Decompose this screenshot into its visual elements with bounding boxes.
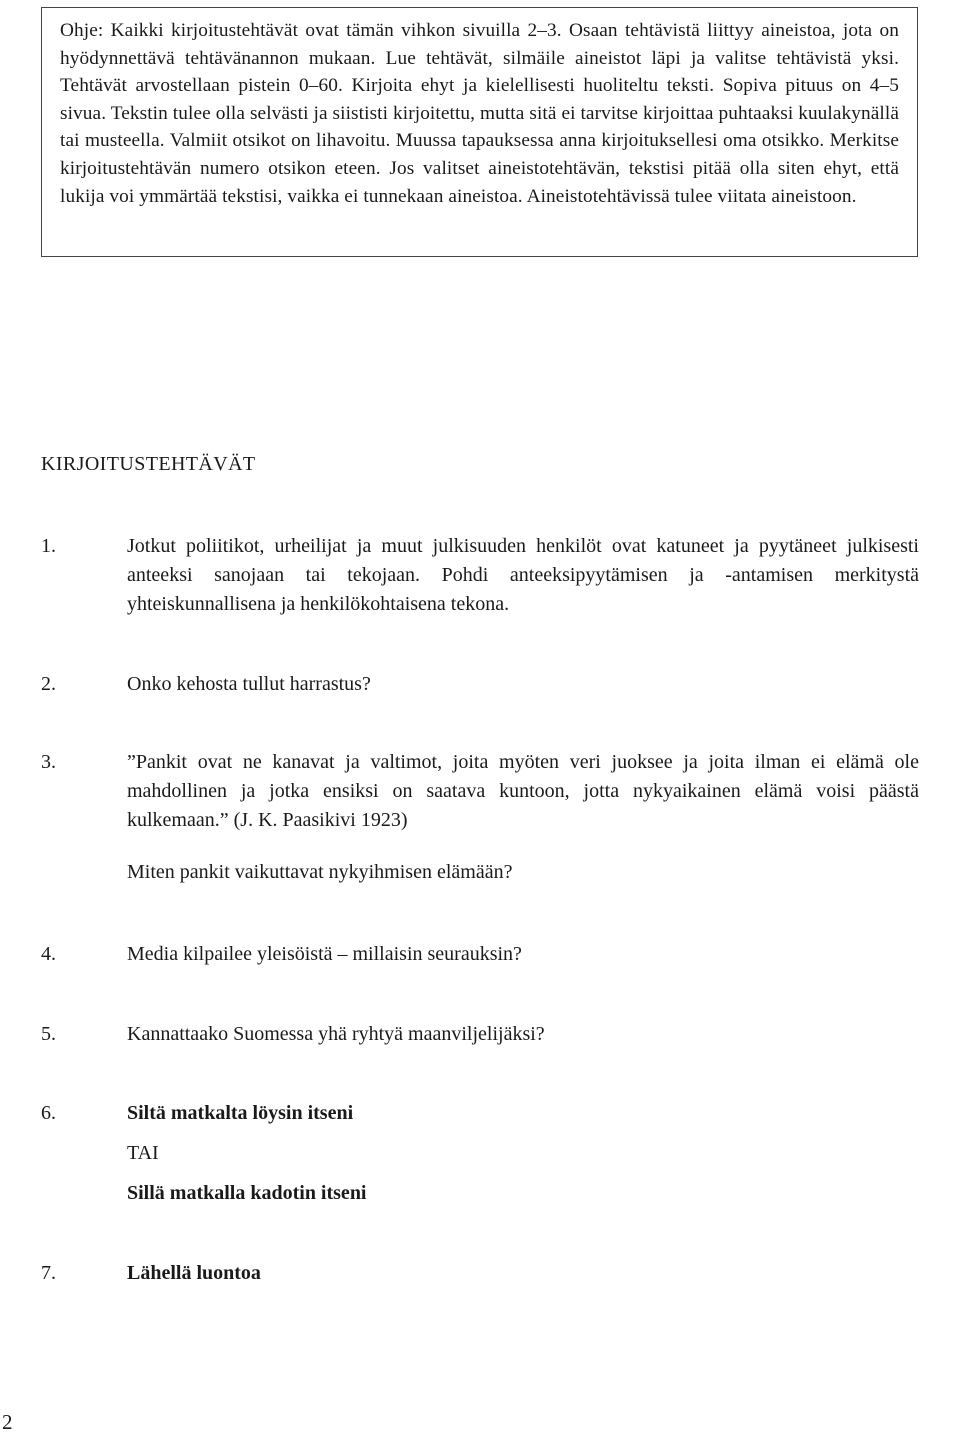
task-6 bbox=[41, 1099, 919, 1208]
task-5 bbox=[41, 1020, 919, 1049]
task-question: Miten pankit vaikuttavat nykyihmisen elämään? bbox=[127, 861, 513, 883]
task-7 bbox=[41, 1259, 919, 1288]
task-number: 4. bbox=[41, 943, 56, 965]
instructions-text: Ohje: Kaikki kirjoitustehtävät ovat tämän vihkon sivuilla 2–3. Osaan tehtävistä liittyy aineistoa, jota on hyödynnettävä tehtävänannon mukaan. Lue tehtävät, silmäile aineistot läpi ja valitse tehtävistä yksi. Tehtävät arvostellaan pistein 0–60. Kirjoita ehyt ja kielellisesti huoliteltu teksti. Sopiva pituus on 4–5 sivua. Tekstin tulee olla selvästi ja siististi kirjoitettu, mutta sitä ei tarvitse kirjoittaa puhtaaksi kuulakynällä tai musteella. Valmiit otsikot on lihavoitu. Muussa tapauksessa anna kirjoituksellesi oma otsikko. Merkitse kirjoitustehtävän numero otsikon eteen. Jos valitset aineistotehtävän, tekstisi pitää olla siten ehyt, että lukija voi ymmärtää tekstisi, vaikka ei tunnekaan aineistoa. Aineistotehtävissä tulee viitata aineistoon. bbox=[60, 20, 899, 207]
page-number: 2 bbox=[2, 1410, 13, 1434]
task-text: Jotkut poliitikot, urheilijat ja muut julkisuuden henkilöt ovat katuneet ja pyytäneet julkisesti anteeksi sanojaan tai tekojaan. Pohdi anteeksipyytämisen ja -antamisen merkitystä yhteiskunnallisena ja henkilökohtaisena tekona. bbox=[127, 535, 919, 615]
task-text: Kannattaako Suomessa yhä ryhtyä maanviljelijäksi? bbox=[127, 1023, 545, 1045]
task-2 bbox=[41, 670, 919, 699]
instructions-box bbox=[41, 7, 918, 257]
task-or-separator: TAI bbox=[127, 1142, 159, 1164]
task-3 bbox=[41, 748, 919, 887]
task-quote: ”Pankit ovat ne kanavat ja valtimot, joita myöten veri juoksee ja joita ilman ei elämä ole mahdollinen ja jotka ensiksi on saatava kuntoon, jotta nykyaikainen elämä voisi päästä kulkemaan.” (J. K. Paasikivi 1923) bbox=[127, 751, 919, 831]
task-number: 5. bbox=[41, 1023, 56, 1045]
task-1 bbox=[41, 532, 919, 619]
section-title: KIRJOITUSTEHTÄVÄT bbox=[41, 453, 256, 475]
task-title-a: Siltä matkalta löysin itseni bbox=[127, 1102, 354, 1124]
task-number: 3. bbox=[41, 751, 56, 773]
task-number: 6. bbox=[41, 1102, 56, 1124]
task-title: Lähellä luontoa bbox=[127, 1262, 261, 1284]
task-number: 7. bbox=[41, 1262, 56, 1284]
task-number: 1. bbox=[41, 535, 56, 557]
task-4 bbox=[41, 940, 919, 969]
task-text: Media kilpailee yleisöistä – millaisin seurauksin? bbox=[127, 943, 522, 965]
task-text: Onko kehosta tullut harrastus? bbox=[127, 673, 371, 695]
task-title-b: Sillä matkalla kadotin itseni bbox=[127, 1182, 367, 1204]
task-number: 2. bbox=[41, 673, 56, 695]
